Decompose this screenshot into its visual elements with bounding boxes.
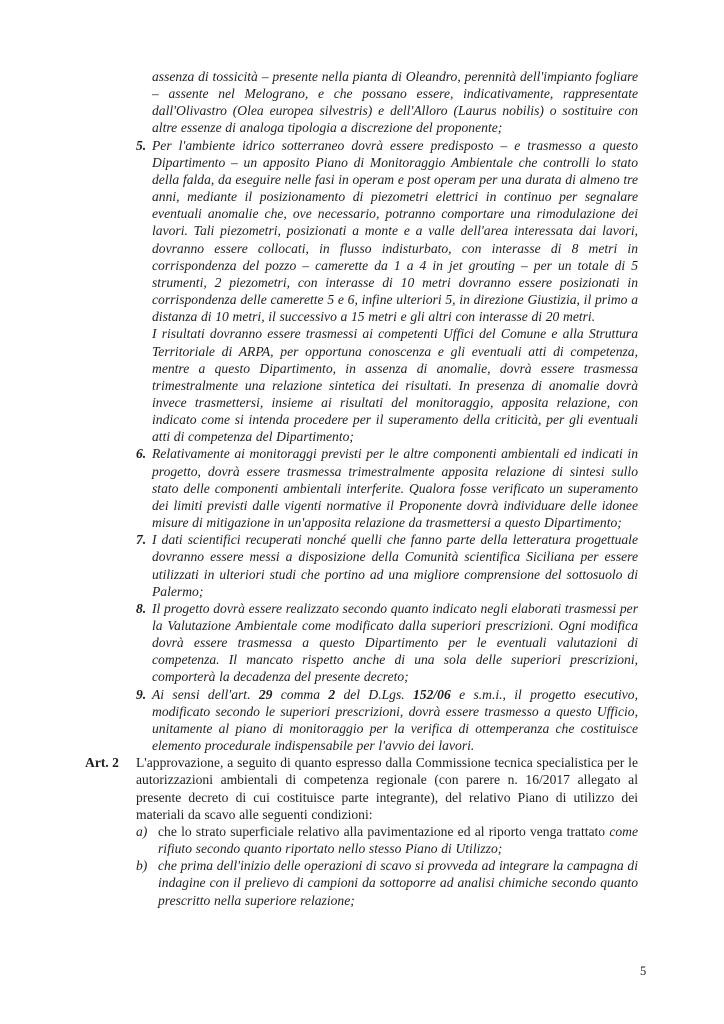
list-item-7-number: 7. [136,532,147,548]
list-item-9-number: 9. [136,686,147,702]
list-item-9-seg1: Ai sensi dell'art. [152,686,259,702]
page-number: 5 [640,964,647,978]
list-item-5-paragraph-1: Per l'ambiente idrico sotterraneo dovrà essere predisposto – e trasmesso a questo Dipartimento – un apposito Piano di Monitoraggio Ambientale che controlli lo stato della falda, da eseguire nelle fasi in operam e post operam per una durata di almeno tre anni, mediante il posizionamento di piezometri elettrici in continuo per segnalare eventuali anomalie che, ove necessario, potranno comportare una rimodulazione dei lavori. Tali piezometri, posizionati a monte e a valle dell'area interessata dai lavori, dovranno essere collocati, in flusso indisturbato, con interasse di 8 metri in corrispondenza del pozzo – camerette da 1 a 4 in jet grouting – per un totale di 5 strumenti, 2 piezometri, con interasse di 10 metri dovranno essere posizionati in corrispondenza delle camerette 5 e 6, infine ulteriori 5, in direzione Giustizia, il primo a distanza di 10 metri, il successivo a 15 metri e gli altri con interasse di 20 metri. [152,137,638,325]
list-item-9-seg2: comma [272,686,329,702]
article-2-intro-paragraph: L'approvazione, a seguito di quanto espresso dalla Commissione tecnica specialistica per le autorizzazioni ambientali di competenza regionale (con parere n. 16/2017 allegato al presente decreto di cui costituisce parte integrante), del relativo Piano di utilizzo dei materiali da scavo alle seguenti condizioni: [136,755,638,822]
list-item-6-number: 6. [136,446,147,462]
item-4-continuation-paragraph: assenza di tossicità – presente nella pianta di Oleandro, perennità dell'impianto fogliare – assente nel Melograno, e che possano essere, indicativamente, rappresentate dall'Olivastro (Olea europea silvestris) e dell'Alloro (Laurus nobilis) o sostituire con altre essenze di analoga tipologia a discrezione del proponente; [152,69,638,136]
article-2-section [85,754,638,908]
sub-item-a-roman-segment: che lo strato superficiale relativo alla pavimentazione ed al riporto venga trattato [158,823,610,839]
article-2-sub-item-b-label: b) [136,858,148,874]
list-item-8-number: 8. [136,600,147,616]
list-item-9-seg4: e s.m.i., il progetto esecutivo, modificato secondo le superiori prescrizioni, dovrà essere trasmesso a questo Ufficio, unitamente al piano di monitoraggio per la verifica di ottemperanza che costituisce elemento procedurale indispensabile per l'avvio dei lavori. [152,686,638,754]
list-item-5-number: 5. [136,137,147,153]
list-item-9-bold-2: 2 [328,686,336,702]
list-item-9-seg3: del D.Lgs. [335,686,413,702]
list-item-6 [136,445,638,531]
list-item-5-paragraph-2: I risultati dovranno essere trasmessi ai competenti Uffici del Comune e alla Struttura Territoriale di ARPA, per opportuna conoscenza e gli eventuali atti di competenza, mentre a questo Dipartimento, in assenza di anomalie, dovrà essere trasmessa trimestralmente una relazione sintetica dei risultati. In presenza di anomalie dovrà invece trasmettersi, insieme ai risultati del monitoraggio, apposita relazione, con indicato come si intenda procedere per il superamento della criticità, per gli eventuali atti di competenza del Dipartimento; [152,326,638,445]
text-block [85,68,638,909]
list-item-6-paragraph: Relativamente ai monitoraggi previsti per le altre componenti ambientali ed indicati in progetto, dovrà essere trasmessa trimestralmente apposita relazione di sintesi sullo stato delle componenti ambientali interferite. Qualora fosse verificato un superamento dei limiti previsti dalle vigenti normative il Proponente dovrà individuare delle idonee misure di mitigazione in un'apposita relazione da trasmettersi a questo Dipartimento; [152,446,638,531]
list-item-8-paragraph: Il progetto dovrà essere realizzato secondo quanto indicato negli elaborati trasmessi per la Valutazione Ambientale come modificato dalla superiori prescrizioni. Ogni modifica dovrà essere trasmessa a questo Dipartimento per le eventuali valutazioni di competenza. Il mancato rispetto anche di una sola delle superiori prescrizioni, comporterà la decadenza del presente decreto; [152,600,638,685]
list-item-9-bold-29: 29 [258,686,273,702]
list-item-9-paragraph [152,686,638,755]
article-2-label: Art. 2 [85,755,119,771]
list-item-9-bold-152-06: 152/06 [412,686,451,702]
article-2-sub-item-b [136,857,638,908]
article-2-sub-item-a [136,823,638,857]
article-2-sub-item-a-label: a) [136,823,148,839]
list-item-5 [136,137,638,446]
list-item-7-paragraph: I dati scientifici recuperati nonché quelli che fanno parte della letteratura progettuale dovranno essere messi a disposizione della Comunità scientifica Siciliana per essere utilizzati in ulteriori studi che portino ad una migliore comprensione del sottosuolo di Palermo; [152,532,638,599]
article-2-sub-item-b-paragraph: che prima dell'inizio delle operazioni di scavo si provveda ad integrare la campagna di indagine con il prelievo di campioni da sottoporre ad analisi chimiche secondo quanto prescritto nella superiore relazione; [158,858,638,908]
sub-item-a-italic-segment: come rifiuto secondo quanto riportato nello stesso Piano di Utilizzo; [158,823,638,857]
article-2-sub-item-a-paragraph [158,823,638,857]
list-item-7 [136,531,638,600]
list-item-9 [136,686,638,755]
list-item-8 [136,600,638,686]
